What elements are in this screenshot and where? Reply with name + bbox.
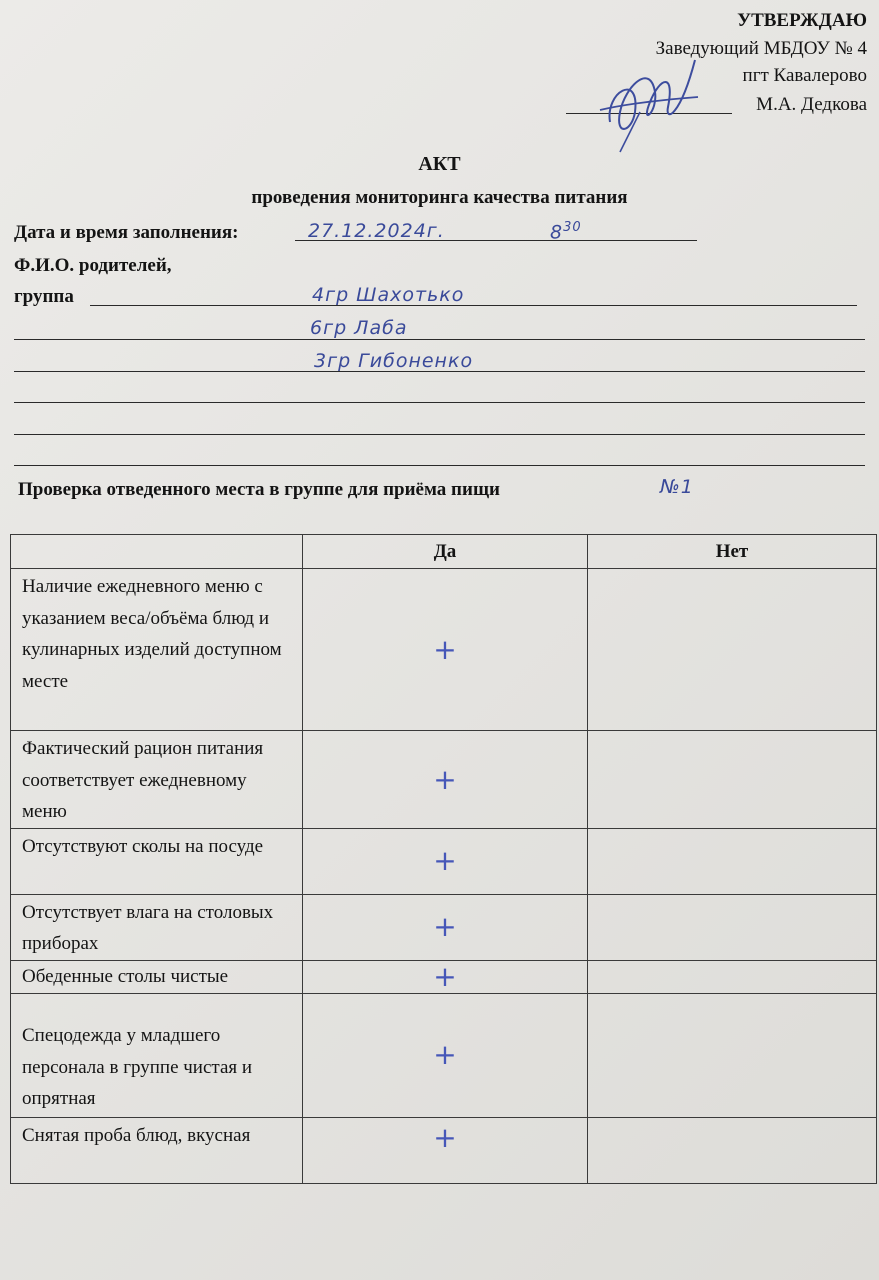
row-yes-mark: +	[303, 569, 588, 731]
document-title: АКТ	[418, 153, 461, 175]
table-row	[11, 960, 877, 993]
blank-line-6	[14, 465, 865, 466]
header-blank	[11, 535, 303, 569]
table-row	[11, 828, 877, 894]
signature-mark	[580, 52, 710, 162]
row-yes-mark: +	[303, 1117, 588, 1183]
row-yes-mark: +	[303, 894, 588, 960]
group-label: группа	[14, 286, 74, 307]
group-line-1	[90, 305, 857, 306]
date-value: 27.12.2024г.	[308, 220, 445, 242]
row-no-mark	[588, 569, 877, 731]
row-label: Наличие ежедневного меню с указанием веса/объёма блюд и кулинарных изделий доступном месте	[11, 569, 303, 731]
table-row	[11, 1117, 877, 1183]
group-entry-2: 6гр Лаба	[310, 317, 408, 339]
row-label: Обеденные столы чистые	[11, 960, 303, 993]
row-no-mark	[588, 993, 877, 1117]
approval-heading: УТВЕРЖДАЮ	[737, 10, 867, 31]
header-no: Нет	[588, 535, 877, 569]
table-row	[11, 569, 877, 731]
group-line-2	[14, 339, 865, 340]
row-no-mark	[588, 960, 877, 993]
table-row	[11, 993, 877, 1117]
row-yes-mark: +	[303, 731, 588, 829]
row-yes-mark: +	[303, 828, 588, 894]
date-label: Дата и время заполнения:	[14, 222, 239, 243]
approval-position: Заведующий МБДОУ № 4	[655, 38, 867, 59]
approval-location: пгт Кавалерово	[742, 65, 867, 86]
row-no-mark	[588, 731, 877, 829]
row-label: Снятая проба блюд, вкусная	[11, 1117, 303, 1183]
row-yes-mark: +	[303, 993, 588, 1117]
header-yes: Да	[303, 535, 588, 569]
section-title: Проверка отведенного места в группе для приёма пищи	[18, 479, 500, 500]
table-row	[11, 894, 877, 960]
group-entry-3: 3гр Гибоненко	[314, 350, 474, 372]
document-subtitle: проведения мониторинга качества питания	[251, 187, 628, 208]
blank-line-4	[14, 402, 865, 403]
row-no-mark	[588, 894, 877, 960]
section-note: №1	[660, 476, 694, 498]
row-label: Фактический рацион питания соответствует ежедневному меню	[11, 731, 303, 829]
time-value: $8^{30}$	[550, 220, 582, 244]
parents-label: Ф.И.О. родителей,	[14, 255, 172, 276]
row-yes-mark: +	[303, 960, 588, 993]
approval-name: М.А. Дедкова	[756, 94, 867, 115]
row-no-mark	[588, 828, 877, 894]
table-row	[11, 731, 877, 829]
row-no-mark	[588, 1117, 877, 1183]
check-table	[10, 534, 877, 1184]
row-label: Отсутствуют сколы на посуде	[11, 828, 303, 894]
row-label: Спецодежда у младшего персонала в группе чистая и опрятная	[11, 993, 303, 1117]
row-label: Отсутствует влага на столовых приборах	[11, 894, 303, 960]
group-entry-1: 4гр Шахотько	[312, 284, 465, 306]
table-header-row	[11, 535, 877, 569]
blank-line-5	[14, 434, 865, 435]
